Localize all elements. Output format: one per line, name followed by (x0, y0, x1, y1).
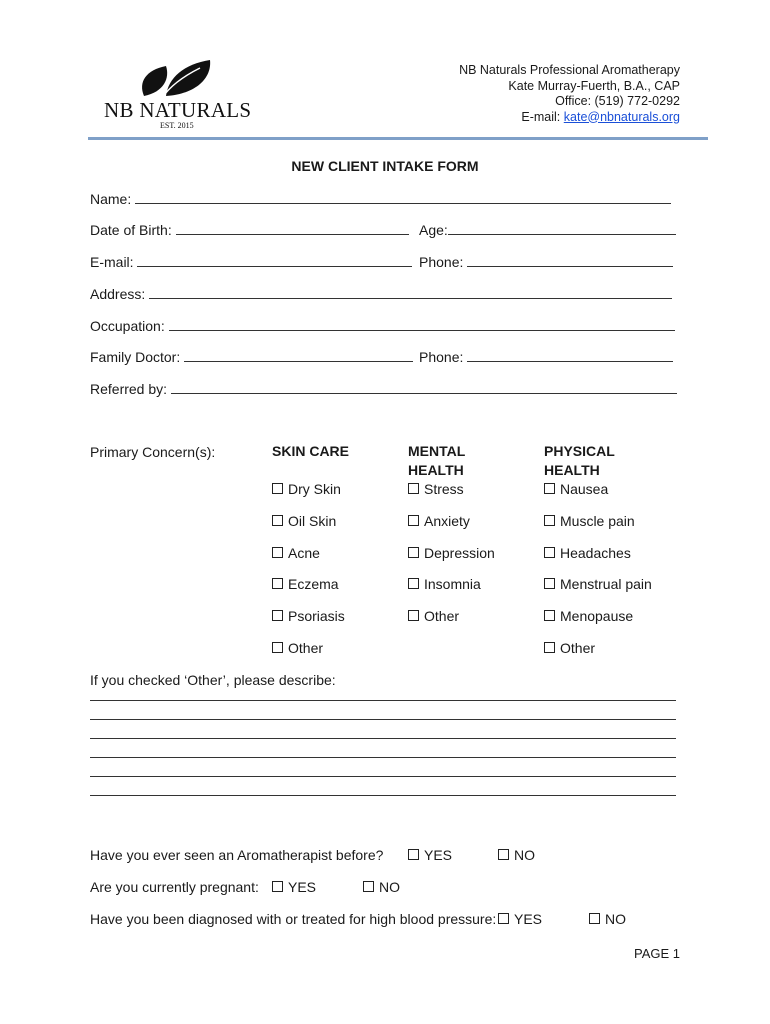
checkbox-psoriasis[interactable] (272, 608, 345, 624)
physical-health-heading-line2: HEALTH (544, 462, 600, 478)
checkbox-icon[interactable] (498, 913, 509, 924)
checkbox-icon[interactable] (589, 913, 600, 924)
name-field[interactable] (90, 191, 671, 207)
checkbox-icon[interactable] (408, 515, 419, 526)
no-label: NO (514, 847, 535, 863)
physical-health-heading-line1: PHYSICAL (544, 443, 615, 459)
describe-line[interactable] (90, 795, 676, 796)
checkbox-icon[interactable] (272, 610, 283, 621)
age-label: Age: (419, 222, 448, 238)
email-link[interactable]: kate@nbnaturals.org (563, 109, 680, 124)
referred-by-blank[interactable] (171, 382, 677, 394)
checkbox-dry-skin[interactable] (272, 481, 341, 497)
no-label: NO (379, 879, 400, 895)
age-blank[interactable] (448, 223, 676, 235)
age-field[interactable] (419, 222, 676, 238)
describe-line[interactable] (90, 776, 676, 777)
question-pregnant: Are you currently pregnant: (90, 879, 259, 895)
checkbox-icon[interactable] (544, 578, 555, 589)
logo-established: EST. 2015 (160, 121, 194, 130)
checkbox-skin-other[interactable] (272, 640, 323, 656)
occupation-blank[interactable] (169, 319, 675, 331)
checkbox-headaches[interactable] (544, 545, 631, 561)
q2-yes-checkbox[interactable] (272, 879, 316, 895)
checkbox-icon[interactable] (544, 610, 555, 621)
checkbox-icon[interactable] (544, 483, 555, 494)
checkbox-icon[interactable] (544, 515, 555, 526)
name-blank[interactable] (135, 192, 671, 204)
dob-field[interactable] (90, 222, 409, 238)
q3-yes-checkbox[interactable] (498, 911, 542, 927)
checkbox-nausea[interactable] (544, 481, 608, 497)
checkbox-oil-skin[interactable] (272, 513, 336, 529)
q3-no-checkbox[interactable] (589, 911, 626, 927)
checkbox-eczema[interactable] (272, 576, 339, 592)
checkbox-icon[interactable] (272, 547, 283, 558)
no-label: NO (605, 911, 626, 927)
option-label: Dry Skin (288, 481, 341, 497)
question-seen-aromatherapist: Have you ever seen an Aromatherapist before? (90, 847, 384, 863)
checkbox-icon[interactable] (272, 483, 283, 494)
q2-no-checkbox[interactable] (363, 879, 400, 895)
checkbox-menopause[interactable] (544, 608, 633, 624)
describe-line[interactable] (90, 757, 676, 758)
checkbox-icon[interactable] (363, 881, 374, 892)
dob-label: Date of Birth: (90, 222, 172, 238)
option-label: Other (424, 608, 460, 624)
logo-wordmark: NB NATURALS (104, 98, 252, 122)
option-label: Muscle pain (560, 513, 635, 529)
primary-concerns-label: Primary Concern(s): (90, 444, 216, 460)
header-divider (88, 137, 708, 140)
checkbox-menstrual-pain[interactable] (544, 576, 652, 592)
option-label: Oil Skin (288, 513, 337, 529)
doctor-phone-field[interactable] (419, 349, 673, 365)
phone-label: Phone: (419, 254, 464, 270)
option-label: Menstrual pain (560, 576, 652, 592)
family-doctor-field[interactable] (90, 349, 413, 365)
address-blank[interactable] (149, 287, 672, 299)
checkbox-muscle-pain[interactable] (544, 513, 635, 529)
q1-no-checkbox[interactable] (498, 847, 535, 863)
checkbox-physical-other[interactable] (544, 640, 595, 656)
checkbox-anxiety[interactable] (408, 513, 470, 529)
mental-health-heading-line2: HEALTH (408, 462, 464, 478)
family-doctor-blank[interactable] (184, 350, 413, 362)
option-label: Eczema (288, 576, 339, 592)
checkbox-acne[interactable] (272, 545, 320, 561)
page-number: PAGE 1 (634, 946, 681, 961)
mental-health-heading-line1: MENTAL (408, 443, 466, 459)
phone-blank[interactable] (467, 255, 673, 267)
name-label: Name: (90, 191, 132, 207)
yes-label: YES (514, 911, 543, 927)
checkbox-icon[interactable] (408, 547, 419, 558)
checkbox-icon[interactable] (544, 547, 555, 558)
checkbox-stress[interactable] (408, 481, 464, 497)
checkbox-icon[interactable] (544, 642, 555, 653)
checkbox-icon[interactable] (272, 642, 283, 653)
option-label: Insomnia (424, 576, 481, 592)
company-name: NB Naturals Professional Aromatherapy (459, 63, 680, 77)
q1-yes-checkbox[interactable] (408, 847, 452, 863)
referred-by-field[interactable] (90, 381, 677, 397)
option-label: Anxiety (424, 513, 470, 529)
option-label: Nausea (560, 481, 609, 497)
question-high-blood-pressure: Have you been diagnosed with or treated for high blood pressure: (90, 911, 497, 927)
checkbox-icon[interactable] (272, 881, 283, 892)
checkbox-depression[interactable] (408, 545, 495, 561)
email-label: E-mail: (521, 109, 564, 124)
skin-care-heading: SKIN CARE (272, 443, 350, 459)
other-describe-label: If you checked ‘Other’, please describe: (90, 672, 336, 688)
address-field[interactable] (90, 286, 672, 302)
describe-line[interactable] (90, 700, 676, 701)
option-label: Other (560, 640, 596, 656)
option-label: Menopause (560, 608, 634, 624)
option-label: Stress (424, 481, 464, 497)
phone-field[interactable] (419, 254, 673, 270)
doctor-phone-label: Phone: (419, 349, 464, 365)
option-label: Psoriasis (288, 608, 345, 624)
email-blank[interactable] (137, 255, 412, 267)
referred-by-label: Referred by: (90, 381, 168, 397)
checkbox-icon[interactable] (272, 578, 283, 589)
form-title: NEW CLIENT INTAKE FORM (291, 158, 479, 174)
occupation-field[interactable] (90, 318, 675, 334)
practitioner-name: Kate Murray-Fuerth, B.A., CAP (508, 78, 680, 93)
dob-blank[interactable] (176, 223, 409, 235)
checkbox-insomnia[interactable] (408, 576, 481, 592)
checkbox-icon[interactable] (408, 578, 419, 589)
doctor-phone-blank[interactable] (467, 350, 673, 362)
option-label: Depression (424, 545, 495, 561)
checkbox-icon[interactable] (498, 849, 509, 860)
checkbox-icon[interactable] (408, 483, 419, 494)
checkbox-mental-other[interactable] (408, 608, 459, 624)
address-label: Address: (90, 286, 146, 302)
option-label: Acne (288, 545, 320, 561)
checkbox-icon[interactable] (272, 515, 283, 526)
checkbox-icon[interactable] (408, 610, 419, 621)
email-field[interactable] (90, 254, 412, 270)
describe-line[interactable] (90, 719, 676, 720)
checkbox-icon[interactable] (408, 849, 419, 860)
occupation-label: Occupation: (90, 318, 165, 334)
option-label: Headaches (560, 545, 631, 561)
describe-line[interactable] (90, 738, 676, 739)
office-phone: Office: (519) 772-0292 (555, 94, 680, 108)
yes-label: YES (424, 847, 453, 863)
family-doctor-label: Family Doctor: (90, 349, 181, 365)
yes-label: YES (288, 879, 317, 895)
email-line (521, 110, 680, 126)
email-field-label: E-mail: (90, 254, 134, 270)
option-label: Other (288, 640, 324, 656)
